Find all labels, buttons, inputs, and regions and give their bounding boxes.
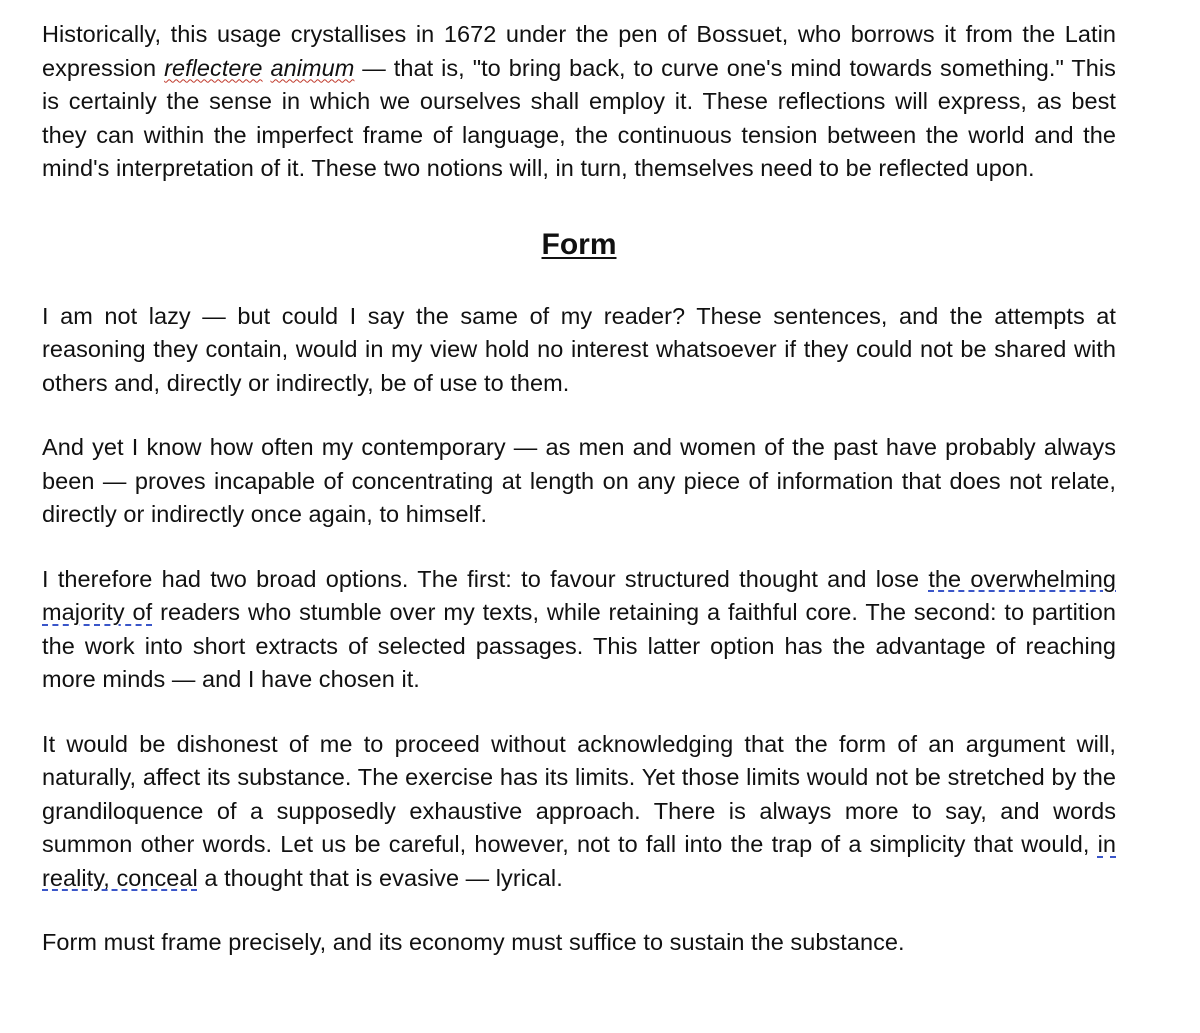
grammar-flag-majority[interactable]: the overwhelming majority of xyxy=(42,565,1116,625)
section-heading-wrap xyxy=(42,227,1116,263)
paragraph-intro-text-after: — that is, "to bring back, to curve one's mind towards something." This is certainly the sense in which we ourselves shall employ it. These reflections will express, as best they can within the imperfect frame of language, the continuous tension between the world and the mind's interpretation of it. These two notions will, in turn, themselves need to be reflected upon. xyxy=(42,54,1116,181)
paragraph-intro-text-before: Historically, this usage crystallises in 1672 under the pen of Bossuet, who borrows it from the Latin expression xyxy=(42,21,1116,81)
paragraph-lazy: I am not lazy — but could I say the same of my reader? These sentences, and the attempts at reasoning they contain, would in my view hold no interest whatsoever if they could not be shared with others and, directly or indirectly, be of use to them. xyxy=(42,302,1116,396)
paragraph-dishonest: It would be dishonest of me to proceed without acknowledging that the form of an argument will, naturally, affect its substance. The exercise has its limits. Yet those limits would not be stretched by the grandiloquence of a supposedly exhaustive approach. There is always more to say, and words summon other words. Let us be careful, however, not to fall into the trap of a simplicity that would, in reality, conceal a thought that is evasive — lyrical. xyxy=(42,730,1116,891)
paragraph-contemporary: And yet I know how often my contemporary — as men and women of the past have probably always been — proves incapable of concentrating at length on any piece of information that does not relate, directly or indirectly once again, to himself. xyxy=(42,434,1116,527)
section-heading: Form xyxy=(541,227,617,261)
spelling-flag-reflectere[interactable]: reflectere xyxy=(164,54,263,81)
grammar-flag-conceal[interactable]: in reality, conceal xyxy=(42,831,1116,891)
paragraph-intro xyxy=(42,18,1116,186)
spelling-flag-animum[interactable]: animum xyxy=(270,54,355,81)
document-page xyxy=(42,18,1116,960)
paragraph-form-frame: Form must frame precisely, and its economy must suffice to sustain the substance. xyxy=(42,929,905,955)
paragraph-options: I therefore had two broad options. The first: to favour structured thought and lose the overwhelming majority of readers who stumble over my texts, while retaining a faithful core. The second: to partition the work into short extracts of selected passages. This latter option has the advantage of reaching more minds — and I have chosen it. xyxy=(42,565,1116,692)
